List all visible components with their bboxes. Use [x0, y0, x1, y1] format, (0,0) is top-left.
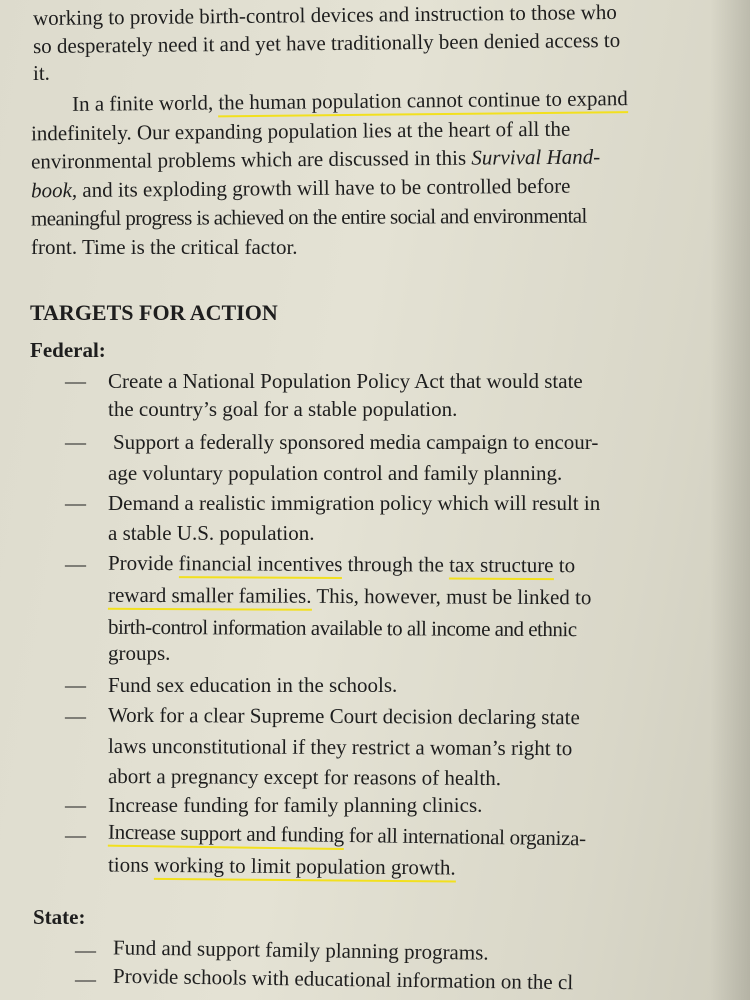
federal-item-4-line-1: [108, 550, 575, 578]
bullet-dash: —: [65, 793, 86, 817]
para2-line-5: meaningful progress is achieved on the entire social and environmental: [30, 203, 587, 231]
para2-line-3: [31, 144, 600, 175]
bullet-dash: —: [65, 430, 86, 454]
para2-line-1: [72, 85, 628, 117]
federal-item-8-line-2: [108, 851, 456, 880]
federal-item-2-line-1: Support a federally sponsored media campaign to encour-: [113, 430, 599, 454]
item-text: to: [553, 553, 576, 578]
federal-item-5-line-1: Fund sex education in the schools.: [108, 673, 398, 697]
book-title: Survival Hand-: [471, 144, 601, 170]
federal-item-6-line-3: abort a pregnancy except for reasons of health.: [107, 763, 502, 791]
federal-item-7-line-1: Increase funding for family planning clinics.: [108, 793, 483, 817]
federal-item-2-line-2: age voluntary population control and family planning.: [108, 461, 563, 485]
item-text: This, however, must be linked to: [311, 583, 592, 610]
para2-line-6: front. Time is the critical factor.: [31, 235, 298, 259]
federal-item-4-line-4: groups.: [108, 641, 171, 665]
federal-item-6-line-1: Work for a clear Supreme Court decision declaring state: [107, 702, 580, 730]
federal-item-1-line-2: the country’s goal for a stable population.: [108, 397, 458, 421]
item-text: tions: [107, 852, 155, 877]
book-title: book,: [30, 177, 78, 203]
para2-line-2: indefinitely. Our expanding population lies at the heart of all the: [30, 116, 571, 146]
para2-line-4: [31, 173, 571, 204]
item-text: for all international organiza-: [343, 822, 587, 851]
federal-item-3-line-2: a stable U.S. population.: [108, 521, 315, 545]
item-text: through the: [342, 552, 450, 577]
section-title: TARGETS FOR ACTION: [30, 300, 278, 325]
highlighted-phrase: reward smaller families.: [108, 583, 312, 611]
intro-line-3: it.: [33, 61, 50, 85]
para2-text: environmental problems which are discussed in this: [30, 145, 472, 174]
state-label: State:: [33, 905, 86, 929]
federal-item-4-line-3: birth-control information available to all income and ethnic: [107, 614, 577, 642]
highlighted-phrase: Increase support and funding: [108, 820, 344, 850]
intro-line-2: so desperately need it and yet have traditionally been denied access to: [32, 27, 621, 59]
page-curve-shadow: [710, 0, 750, 1000]
bullet-dash: —: [65, 704, 86, 728]
highlighted-phrase: financial incentives: [179, 551, 343, 579]
bullet-dash: —: [65, 823, 86, 847]
bullet-dash: —: [65, 491, 86, 515]
bullet-dash: —: [75, 967, 96, 991]
federal-item-4-line-2: [108, 582, 592, 611]
highlighted-phrase: working to limit population growth.: [154, 853, 456, 883]
bullet-dash: —: [65, 369, 86, 393]
intro-line-1: working to provide birth-control devices and instruction to those who: [32, 0, 617, 31]
bullet-dash: —: [65, 673, 86, 697]
para2-text: In a finite world,: [71, 90, 219, 116]
bullet-dash: —: [65, 552, 86, 576]
federal-label: Federal:: [30, 338, 106, 362]
federal-item-8-line-1: [108, 819, 586, 852]
federal-item-6-line-2: laws unconstitutional if they restrict a woman’s right to: [107, 733, 573, 761]
state-item-1: Fund and support family planning programs.: [112, 935, 489, 965]
federal-item-1-line-1: Create a National Population Policy Act that would state: [108, 369, 583, 393]
para2-text: and its exploding growth will have to be controlled before: [76, 173, 571, 202]
bullet-dash: —: [75, 938, 96, 962]
state-item-2: Provide schools with educational information on the cl: [112, 963, 574, 995]
highlighted-phrase: the human population cannot continue to expand: [218, 86, 628, 117]
highlighted-phrase: tax structure: [449, 553, 554, 581]
federal-item-3-line-1: Demand a realistic immigration policy which will result in: [108, 491, 601, 515]
item-text: Provide: [107, 550, 179, 576]
